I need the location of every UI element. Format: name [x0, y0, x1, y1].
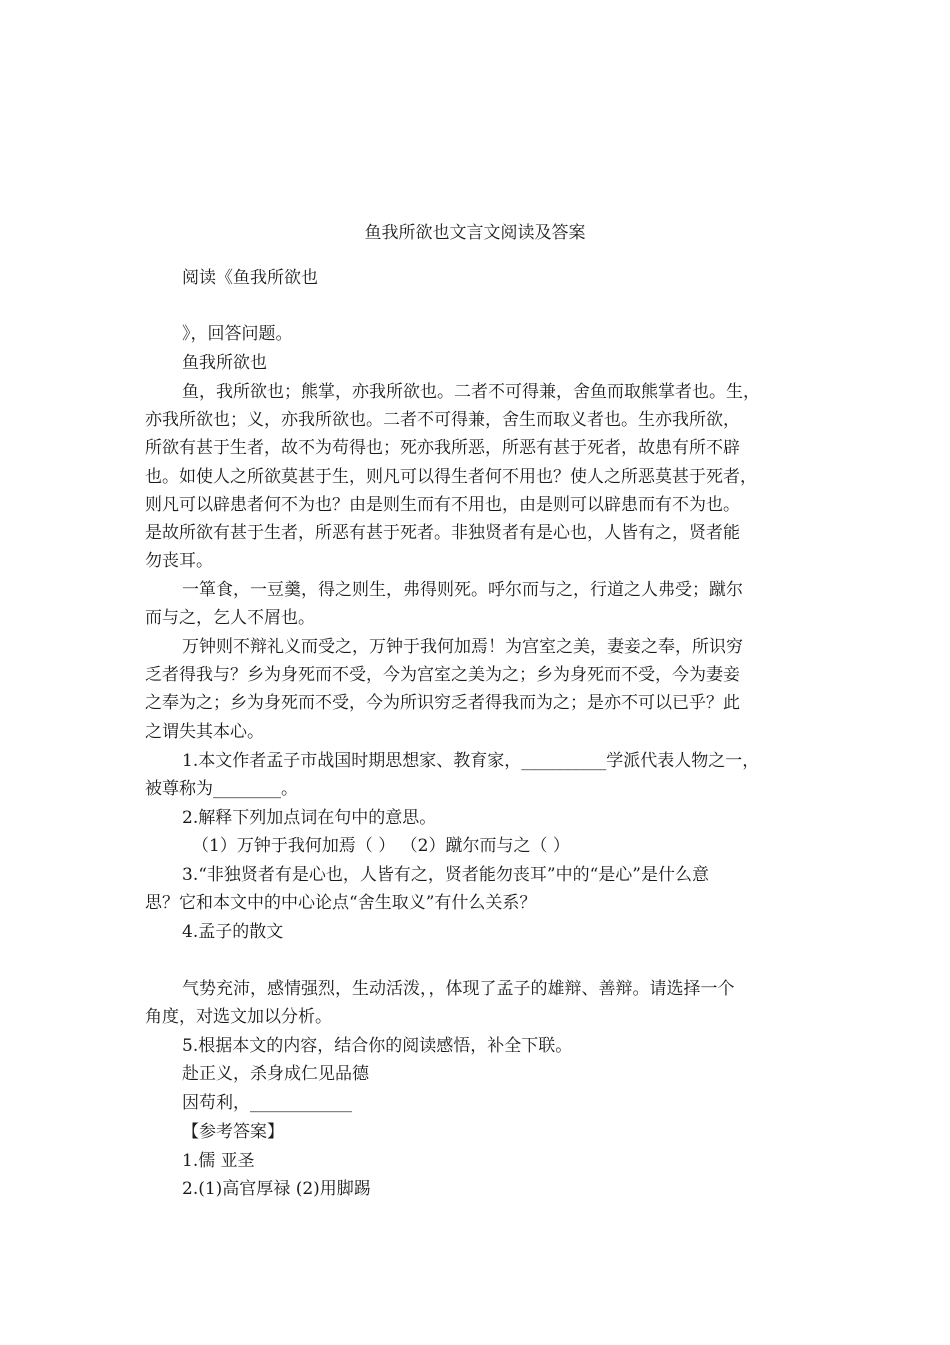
passage-p1-line: 亦我所欲也；义，亦我所欲也。二者不可得兼，舍生而取义者也。生亦我所欲，: [145, 410, 740, 430]
passage-p2-line: 一箪食，一豆羹，得之则生，弗得则死。呼尔而与之，行道之人弗受；蹴尔: [182, 580, 743, 600]
passage-p1-line: 鱼，我所欲也；熊掌，亦我所欲也。二者不可得兼，舍鱼而取熊掌者也。生，: [182, 382, 760, 402]
passage-p1-line: 勿丧耳。: [145, 551, 213, 571]
answer-1: 1.儒 亚圣: [182, 1151, 255, 1171]
question-1-line: 被尊称为________。: [145, 779, 298, 799]
answers-heading: 【参考答案】: [182, 1122, 284, 1142]
passage-p3-line: 之奉为之；乡为身死而不受，今为所识穷乏者得我而为之；是亦不可以已乎？此: [145, 693, 740, 713]
question-2-items: （1）万钟于我何加焉（ ） （2）蹴尔而与之（ ）: [192, 836, 570, 856]
question-5-upper-couplet: 赴正义，杀身成仁见品德: [182, 1064, 369, 1084]
question-2: 2.解释下列加点词在句中的意思。: [182, 808, 437, 828]
question-3-line: 3.“非独贤者有是心也，人皆有之，贤者能勿丧耳”中的“是心”是什么意: [182, 865, 709, 885]
intro-line-2: 》，回答问题。: [182, 324, 293, 344]
passage-p3-line: 之谓失其本心。: [145, 722, 264, 742]
passage-p2-line: 而与之，乞人不屑也。: [145, 608, 315, 628]
question-5-lower-couplet: 因苟利，____________: [182, 1093, 352, 1113]
passage-p3-line: 乏者得我与？乡为身死而不受，今为宫室之美为之；乡为身死而不受，今为妻妾: [145, 665, 740, 685]
passage-heading: 鱼我所欲也: [182, 353, 267, 373]
document-title: 鱼我所欲也文言文阅读及答案: [364, 223, 586, 243]
passage-p1-line: 是故所欲有甚于生者，所恶有甚于死者。非独贤者有是心也，人皆有之，贤者能: [145, 523, 740, 543]
passage-p1-line: 所欲有甚于生者，故不为苟得也；死亦我所恶，所恶有甚于死者，故患有所不辟: [145, 438, 740, 458]
question-1-line: 1.本文作者孟子市战国时期思想家、教育家，__________学派代表人物之一，: [182, 751, 760, 771]
passage-p1-line: 则凡可以辟患者何不为也？由是则生而有不用也，由是则可以辟患而有不为也。: [145, 495, 740, 515]
question-4-line: 角度，对选文加以分析。: [145, 1007, 332, 1027]
question-3-line: 思？它和本文中的中心论点“舍生取义”有什么关系？: [145, 893, 537, 913]
intro-line-1: 阅读《鱼我所欲也: [182, 268, 318, 288]
question-4-line-1: 4.孟子的散文: [182, 922, 284, 942]
question-4-line: 气势充沛，感情强烈，生动活泼，，体现了孟子的雄辩、善辩。请选择一个: [182, 979, 735, 999]
passage-p1-line: 也。如使人之所欲莫甚于生，则凡可以得生者何不用也？使人之所恶莫甚于死者，: [145, 467, 757, 487]
question-5: 5.根据本文的内容，结合你的阅读感悟，补全下联。: [182, 1036, 573, 1056]
answer-2: 2.(1)高官厚禄 (2)用脚踢: [182, 1179, 371, 1199]
passage-p3-line: 万钟则不辩礼义而受之，万钟于我何加焉！为宫室之美，妻妾之奉，所识穷: [182, 637, 743, 657]
